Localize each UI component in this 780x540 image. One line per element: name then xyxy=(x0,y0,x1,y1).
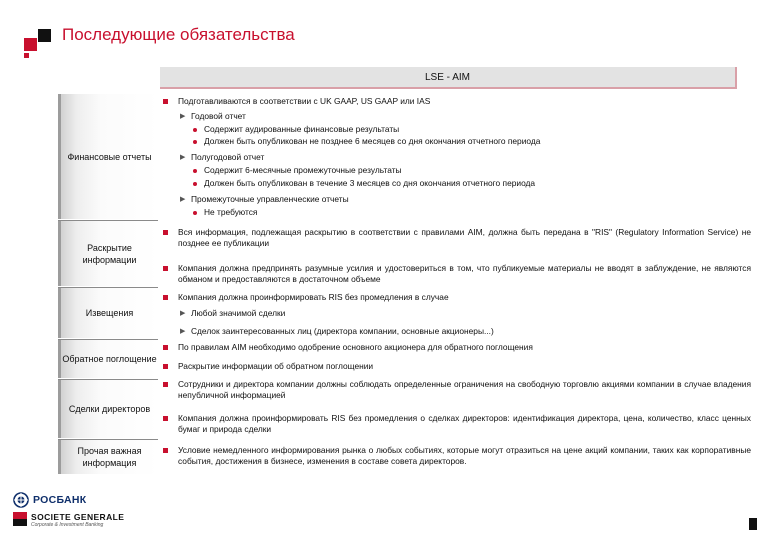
takeover-p2: Раскрытие информации об обратном поглощении xyxy=(163,361,751,372)
category-directors: Сделки директоров xyxy=(58,380,158,438)
deco-square-red-small xyxy=(24,53,29,58)
bullet-square-icon xyxy=(163,448,168,453)
directors-p2: Компания должна проинформировать RIS без промедления о сделках директоров: идентификация директора, цена, количество, класс ценных бумаг и природа сделки xyxy=(163,413,751,435)
sg-subtitle: Corporate & Investment Banking xyxy=(31,522,104,528)
sg-name: SOCIETE GENERALE xyxy=(31,512,125,522)
category-notices: Извещения xyxy=(58,288,158,338)
bullet-square-icon xyxy=(163,416,168,421)
notices-p1: Компания должна проинформировать RIS без промедления в случае xyxy=(163,292,751,303)
notices-s2: ▶ Сделок заинтересованных лиц (директора компании, основные акционеры...) xyxy=(180,326,494,336)
rosbank-name: РОСБАНК xyxy=(33,494,87,506)
column-header-label: LSE - AIM xyxy=(424,72,470,83)
sg-flag-icon xyxy=(13,512,27,526)
financial-half-1: Содержит 6-месячные промежуточные результаты xyxy=(192,165,744,176)
dot-bullet-icon xyxy=(193,169,197,173)
directors-p1: Сотрудники и директора компании должны соблюдать определенные ограничения на свободную торговлю акциями компании в случае владения непубличной информацией xyxy=(163,379,751,401)
category-other: Прочая важная информация xyxy=(58,440,158,474)
column-header xyxy=(160,67,737,89)
triangle-bullet-icon: ▶ xyxy=(180,328,186,335)
financial-interim: ▶ Промежуточные управленческие отчеты xyxy=(180,194,349,204)
other-p1: Условие немедленного информирования рынка о любых событиях, которые могут отразиться на цене акций компании, таких как корпоративные события, достижения в бизнесе, изменения в составе совета директоров. xyxy=(163,445,751,467)
dot-bullet-icon xyxy=(193,140,197,144)
financial-interim-1: Не требуются xyxy=(192,207,744,218)
bullet-square-icon xyxy=(163,230,168,235)
corner-mark-icon xyxy=(749,518,757,530)
deco-square-black xyxy=(38,29,51,42)
rosbank-logo xyxy=(13,492,86,508)
financial-annual: ▶ Годовой отчет xyxy=(180,111,246,121)
financial-annual-2: Должен быть опубликован не позднее 6 месяцев со дня окончания отчетного периода xyxy=(192,136,744,147)
category-financial: Финансовые отчеты xyxy=(58,94,158,219)
takeover-p1: По правилам AIM необходимо одобрение основного акционера для обратного поглощения xyxy=(163,342,751,353)
category-disclosure: Раскрытие информации xyxy=(58,221,158,286)
bullet-square-icon xyxy=(163,266,168,271)
bullet-square-icon xyxy=(163,99,168,104)
societe-generale-logo xyxy=(13,512,124,529)
disclosure-p2: Компания должна предпринять разумные усилия и удостовериться в том, что публикуемые материалы не вводят в заблуждение, не являются обманом и предоставляются в достаточном объеме xyxy=(163,263,751,285)
deco-square-red-large xyxy=(24,38,37,51)
financial-half: ▶ Полугодовой отчет xyxy=(180,152,265,162)
bullet-square-icon xyxy=(163,295,168,300)
notices-s1: ▶ Любой значимой сделки xyxy=(180,308,286,318)
financial-annual-1: Содержит аудированные финансовые результаты xyxy=(192,124,744,135)
bullet-square-icon xyxy=(163,345,168,350)
triangle-bullet-icon: ▶ xyxy=(180,154,186,161)
financial-main: Подготавливаются в соответствии с UK GAAP, US GAAP или IAS xyxy=(163,96,748,107)
financial-half-2: Должен быть опубликован в течение 3 месяцев со дня окончания отчетного периода xyxy=(192,178,744,189)
bullet-square-icon xyxy=(163,382,168,387)
page-title: Последующие обязательства xyxy=(62,25,295,44)
disclosure-p1: Вся информация, подлежащая раскрытию в соответствии с правилами AIM, должна быть передана в "RIS" (Regulatory Information Service) не позднее ее публикации xyxy=(163,227,751,249)
rosbank-emblem-icon xyxy=(13,492,29,508)
bullet-square-icon xyxy=(163,364,168,369)
triangle-bullet-icon: ▶ xyxy=(180,113,186,120)
triangle-bullet-icon: ▶ xyxy=(180,310,186,317)
category-takeover: Обратное поглощение xyxy=(58,340,158,378)
dot-bullet-icon xyxy=(193,128,197,132)
dot-bullet-icon xyxy=(193,182,197,186)
dot-bullet-icon xyxy=(193,211,197,215)
triangle-bullet-icon: ▶ xyxy=(180,196,186,203)
